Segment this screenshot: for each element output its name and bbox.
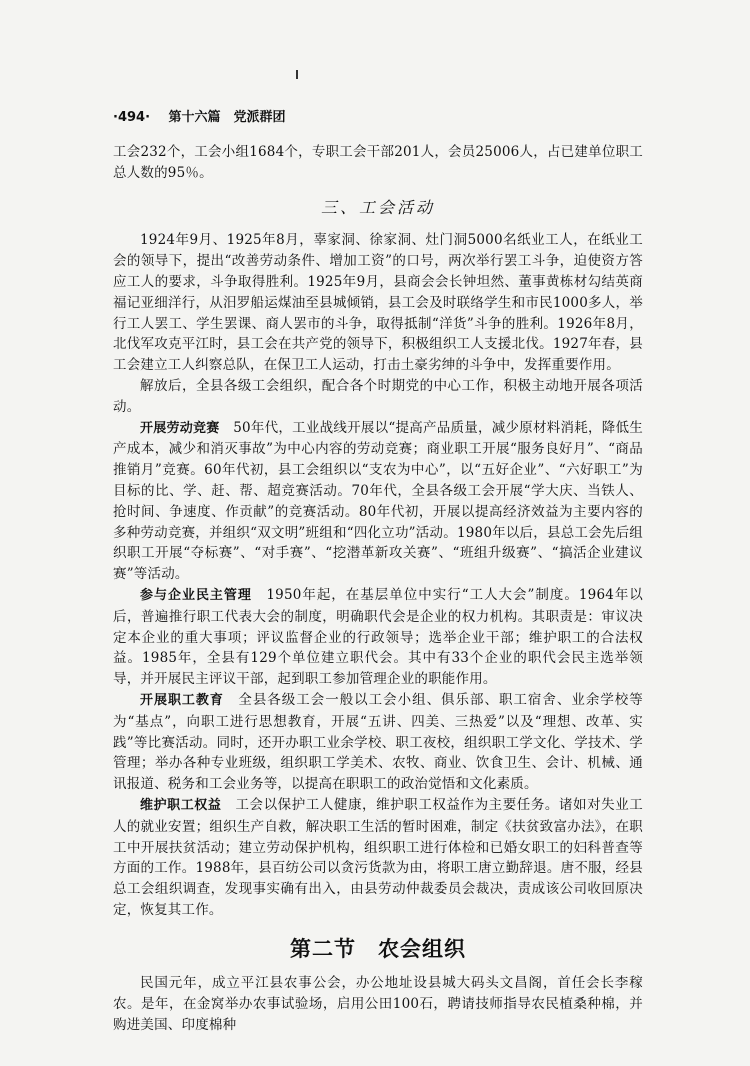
paragraph (113, 690, 643, 795)
paragraph (113, 418, 643, 585)
chapter-number: 第二节 (290, 936, 356, 961)
paragraph: 民国元年，成立平江县农事公会，办公地址设县城大码头文昌阁，首任会长李稼农。是年，在金窝举办农事试验场，启用公田100石，聘请技师指导农民植桑种棉，并购进美国、印度棉种 (113, 975, 643, 1034)
paragraph-text: 1950年起，在基层单位中实行“工人大会”制度。1964年以后，普遍推行职工代表大会的制度，明确职代会是企业的权力机构。其职责是：审议决定本企业的重大事项；评议监督企业的行政领导；选举企业干部；维护职工的合法权益。1985年，全县有129个单位建立职代会。其中有33个企业的职代会民主选举领导，并开展民主评议干部，起到职工参加管理企业的职能作用。 (113, 586, 644, 688)
section-heading: 三、工会活动 (320, 197, 435, 217)
body-text (113, 142, 643, 1036)
subheading: 维护职工权益 (140, 797, 222, 813)
page-number: ·494· (113, 110, 151, 125)
paragraph: 1924年9月、1925年8月，辜家洞、徐家洞、灶门洞5000名纸业工人，在纸业工会的领导下，提出“改善劳动条件、增加工资”的口号，两次举行罢工斗争，迫使资方答应工人的要求，斗争取得胜利。1925年9月，县商会会长钟坦然、董事黄栋材勾结英商福记亚细洋行，从汨罗船运煤油至县城倾销，县工会及时联络学生和市民1000多人，举行工人罢工、学生罢课、商人罢市的斗争，取得抵制“洋货”斗争的胜利。1926年8月，北伐军攻克平江时，县工会在共产党的领导下，积极组织工人支援北伐。1927年春，县工会建立工人纠察总队，在保卫工人运动，打击土豪劣绅的斗争中，发挥重要作用。 (113, 232, 643, 374)
running-header (113, 106, 286, 125)
paragraph-text: 工会以保护工人健康，维护职工权益作为主要任务。诸如对失业工人的就业安置；组织生产自救，解决职工生活的暂时困难，制定《扶贫致富办法》，在职工中开展扶贫活动；建立劳动保护机构，组织职工进行体检和已婚女职工的妇科普查等方面的工作。1988年，县百纺公司以贪污货款为由，将职工唐立勤辞退。唐不服，经县总工会组织调查，发现事实确有出入，由县劳动仲裁委员会裁决，责成该公司收回原决定，恢复其工作。 (113, 796, 644, 918)
subheading: 开展职工教育 (140, 692, 224, 708)
subheading: 参与企业民主管理 (140, 587, 252, 603)
subheading: 开展劳动竞赛 (140, 420, 220, 436)
section-title-header: 第十六篇 党派群团 (168, 110, 286, 125)
scan-mark (296, 70, 298, 79)
paragraph-text: 50年代，工业战线开展以“提高产品质量，减少原材料消耗，降低生产成本，减少和消灭事故”为中心内容的劳动竞赛；商业职工开展“服务良好月”、“商品推销月”竞赛。60年代初，县工会组织以“支农为中心”，以“五好企业”、“六好职工”为目标的比、学、赶、帮、超竞赛活动。70年代，全县各级工会开展“学大庆、当铁人、抢时间、争速度、作贡献”的竞赛活动。80年代初，开展以提高经济效益为主要内容的多种劳动竞赛，并组织“双文明”班组和“四化立功”活动。1980年以后，县总工会先后组织职工开展“夺标赛”、“对手赛”、“挖潜革新攻关赛”、“班组升级赛”、“搞活企业建议赛”等活动。 (113, 419, 644, 583)
paragraph: 工会232个，工会小组1684个，专职工会干部201人，会员25006人，占已建单位职工总人数的95％。 (113, 144, 643, 181)
paragraph (113, 585, 643, 690)
paragraph: 解放后，全县各级工会组织，配合各个时期党的中心工作，积极主动地开展各项活动。 (113, 377, 643, 415)
paragraph-text: 全县各级工会一般以工会小组、俱乐部、职工宿舍、业余学校等为“基点”，向职工进行思想教育，开展“五讲、四美、三热爱”以及“理想、改革、实践”等比赛活动。同时，还开办职工业余学校、职工夜校，组织职工学文化、学技术、学管理；举办各种专业班级，组织职工学美术、农牧、商业、饮食卫生、会计、机械、通讯报道、税务和工会业务等，以提高在职职工的政治觉悟和文化素质。 (113, 691, 643, 793)
paragraph (113, 795, 643, 921)
chapter-heading (113, 936, 643, 961)
chapter-title: 农会组织 (378, 936, 466, 961)
